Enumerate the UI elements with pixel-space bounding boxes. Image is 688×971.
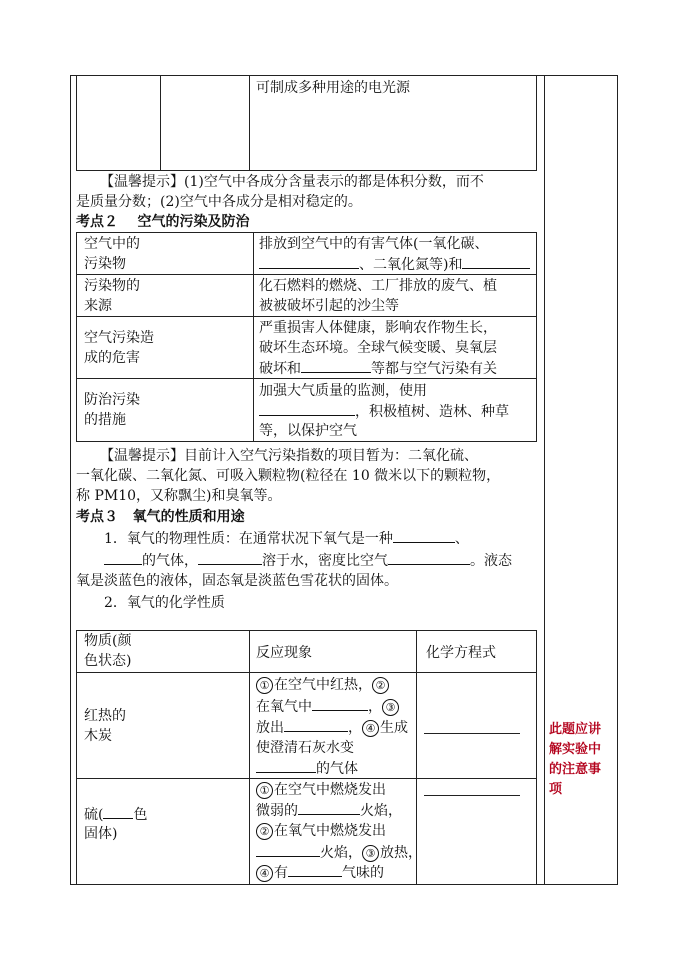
row1-label: 木炭	[84, 728, 112, 744]
tip2-line1: 【温馨提示】目前计入空气污染指数的项目暂为：二氧化硫、	[100, 448, 478, 464]
row2-phenomenon: ① 在空气中燃烧发出	[256, 780, 386, 800]
row1-phenomenon: 的气体	[256, 758, 358, 779]
row2-equation-blank	[424, 795, 520, 796]
top-table-divider	[160, 75, 161, 170]
row2-phenomenon: ② 在氧气中燃烧发出	[256, 821, 386, 841]
side-column-divider	[544, 75, 545, 885]
header-equation: 化学方程式	[426, 645, 496, 661]
row1-phenomenon: 使澄清石灰水变	[256, 740, 354, 756]
pollution-label: 污染物的	[84, 278, 140, 294]
pollution-content: ，积极植树、造林、种草	[259, 401, 509, 422]
pollution-label: 的措施	[84, 412, 126, 428]
row2-phenomenon: 火焰， ③ 放热，	[256, 842, 422, 863]
top-table-divider	[536, 75, 537, 170]
row2-label: 固体)	[84, 826, 118, 842]
top-table-bottom	[76, 170, 537, 171]
pollution-content: 破坏生态环境。全球气候变暖、臭氧层	[259, 340, 497, 356]
top-table-left	[76, 75, 77, 170]
pollution-label: 空气污染造	[84, 330, 154, 346]
pollution-content: 化石燃料的燃烧、工厂排放的废气、植	[259, 278, 497, 294]
top-table-divider	[249, 75, 250, 170]
row2-phenomenon: 微弱的 火焰，	[256, 800, 402, 821]
tip2-line2: 一氧化碳、二氧化氮、可吸入颗粒物(粒径在 10 微米以下的颗粒物，	[76, 468, 501, 484]
pollution-content: 加强大气质量的监测，使用	[259, 383, 427, 399]
physical-line3: 氧是淡蓝色的液体，固态氧是淡蓝色雪花状的固体。	[76, 573, 398, 589]
tip1-line1: 【温馨提示】(1)空气中各成分含量表示的都是体积分数，而不	[100, 174, 484, 190]
header-phenomenon: 反应现象	[256, 645, 312, 661]
pollution-label: 防治污染	[84, 392, 140, 408]
physical-line1: 1．氧气的物理性质：在通常状况下氧气是一种 、	[104, 528, 469, 549]
section3-heading: 考点３ 氧气的性质和用途	[76, 509, 245, 525]
row2-phenomenon: ④ 有 气味的	[256, 862, 384, 883]
pollution-label: 成的危害	[84, 350, 140, 366]
pollution-content: 破坏和 等都与空气污染有关	[259, 358, 497, 379]
pollution-content: 排放到空气中的有害气体(一氧化碳、	[259, 236, 489, 252]
pollution-label: 污染物	[84, 256, 126, 272]
pollution-content: 严重损害人体健康，影响农作物生长，	[259, 320, 497, 336]
header-substance: 物质(颜	[84, 633, 132, 649]
row1-phenomenon: 在氧气中 ， ③	[256, 696, 400, 717]
side-note: 此题应讲 解实验中 的注意事 项	[549, 722, 602, 797]
tip2-line3: 称 PM10，又称飘尘)和臭氧等。	[76, 488, 282, 504]
header-substance: 色状态)	[84, 653, 132, 669]
top-table-cell: 可制成多种用途的电光源	[256, 80, 410, 96]
tip1-line2: 是质量分数；(2)空气中各成分是相对稳定的。	[76, 194, 362, 210]
chemical-title: 2．氧气的化学性质	[104, 595, 225, 611]
row1-label: 红热的	[84, 708, 126, 724]
pollution-content: 等，以保护空气	[259, 423, 357, 439]
pollution-label: 来源	[84, 298, 112, 314]
pollution-content: 被被破坏引起的沙尘等	[259, 298, 399, 314]
row1-equation-blank	[424, 733, 520, 734]
row1-phenomenon: 放出 ， ④ 生成	[256, 717, 408, 738]
row1-phenomenon: ① 在空气中红热， ②	[256, 675, 390, 695]
section2-heading: 考点２ 空气的污染及防治	[76, 214, 250, 230]
row2-label: 硫( 色	[84, 804, 147, 825]
pollution-content: 、二氧化氮等)和	[259, 254, 530, 275]
physical-line2: 的气体， 溶于水，密度比空气 。液态	[104, 550, 512, 571]
pollution-label: 空气中的	[84, 236, 140, 252]
